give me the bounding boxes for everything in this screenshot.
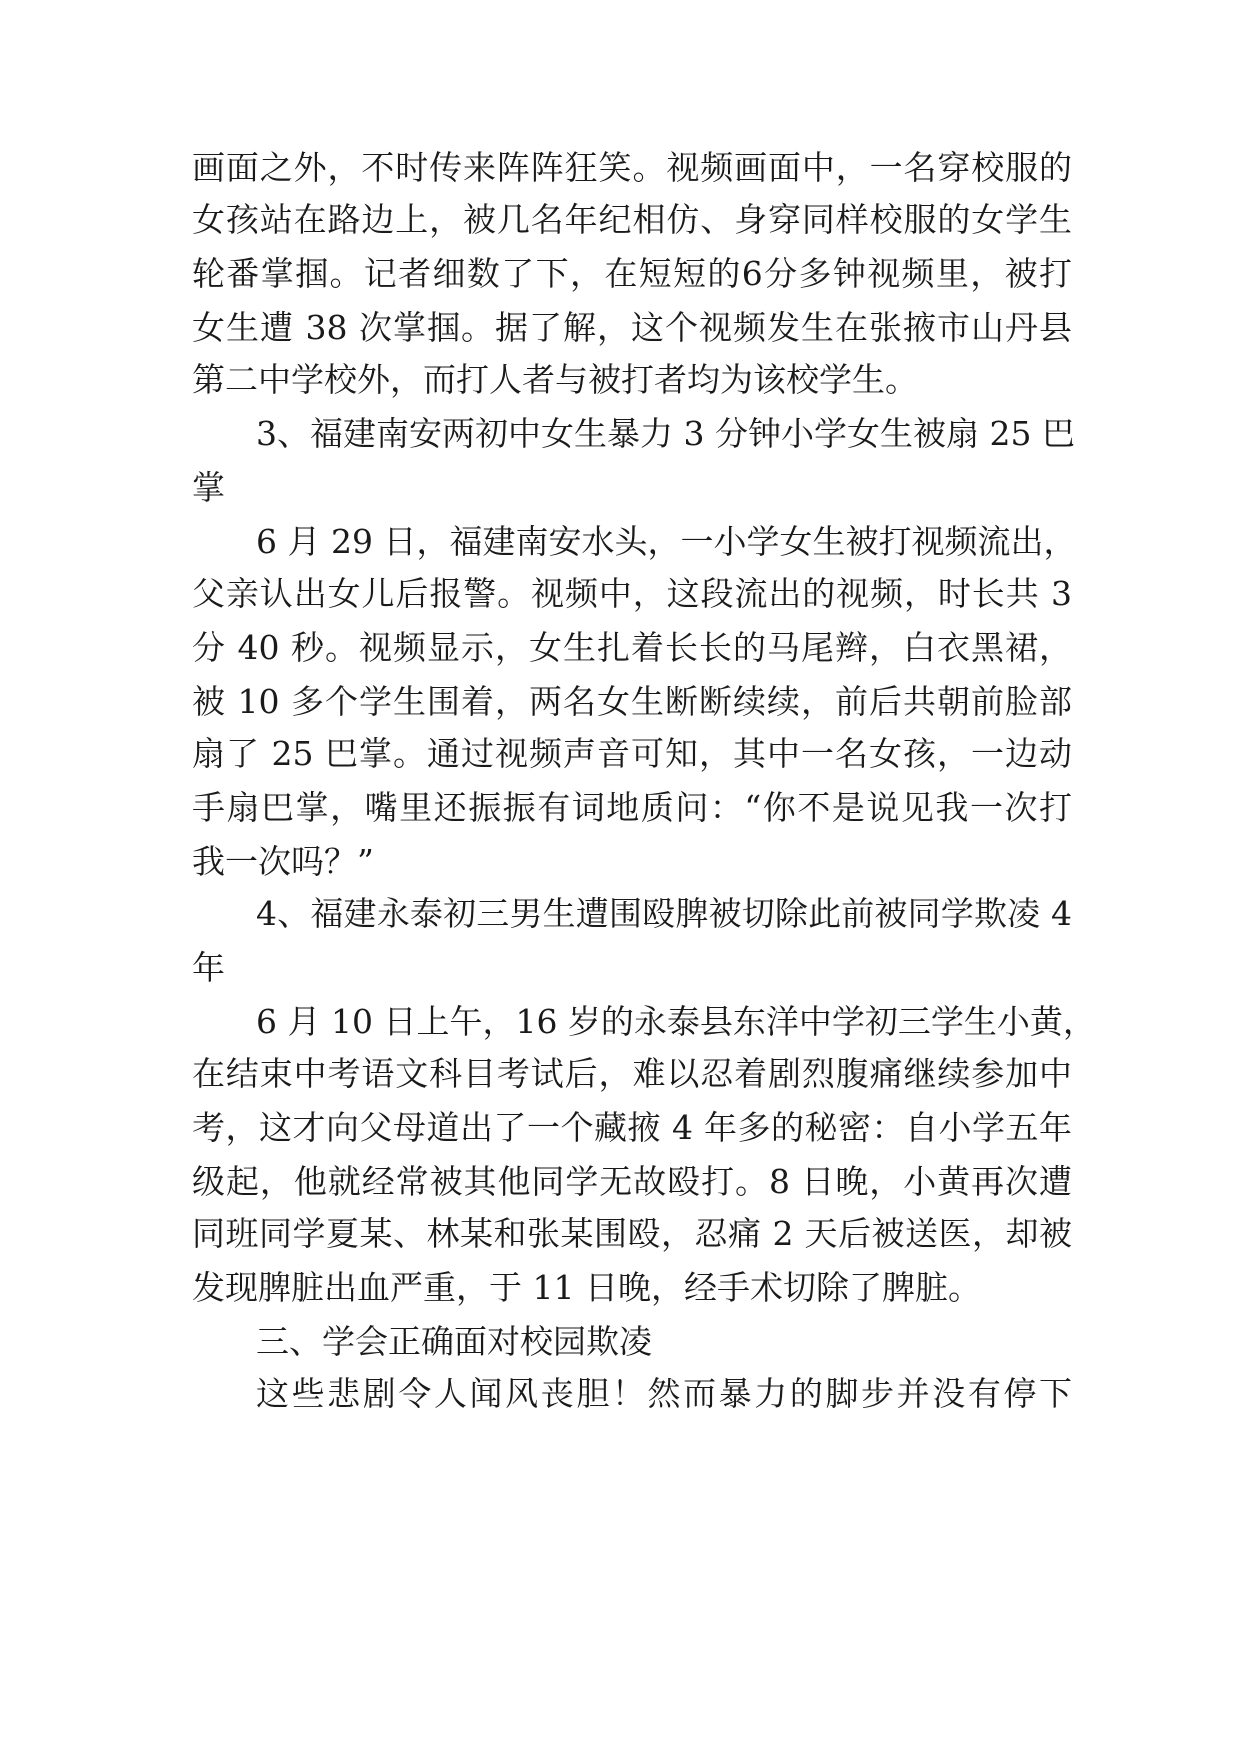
section-heading: 掌 xyxy=(192,468,225,507)
text-line: 父亲认出女儿后报警。视频中，这段流出的视频，时长共 3 xyxy=(192,574,1072,613)
section-heading: 3、福建南安两初中女生暴力 3 分钟小学女生被扇 25 巴 xyxy=(256,414,1075,453)
text-line: 考，这才向父母道出了一个藏掖 4 年多的秘密：自小学五年 xyxy=(192,1108,1072,1147)
section-heading: 4、福建永泰初三男生遭围殴脾被切除此前被同学欺凌 4 xyxy=(256,894,1072,933)
text-line: 第二中学校外，而打人者与被打者均为该校学生。 xyxy=(192,360,918,399)
text-line: 6 月 10 日上午，16 岁的永泰县东洋中学初三学生小黄， xyxy=(256,1002,1096,1041)
text-line: 6 月 29 日，福建南安水头，一小学女生被打视频流出， xyxy=(256,522,1077,561)
section-heading: 三、学会正确面对校园欺凌 xyxy=(256,1322,652,1361)
section-heading: 年 xyxy=(192,948,225,987)
text-line: 手扇巴掌，嘴里还振振有词地质问：“你不是说见我一次打 xyxy=(192,788,1072,827)
text-line: 女孩站在路边上，被几名年纪相仿、身穿同样校服的女学生 xyxy=(192,200,1072,239)
text-line: 画面之外，不时传来阵阵狂笑。视频画面中，一名穿校服的 xyxy=(192,148,1072,187)
text-line: 我一次吗？” xyxy=(192,842,374,881)
text-line: 同班同学夏某、林某和张某围殴，忍痛 2 天后被送医，却被 xyxy=(192,1214,1072,1253)
text-line: 发现脾脏出血严重，于 11 日晚，经手术切除了脾脏。 xyxy=(192,1268,981,1307)
text-line: 这些悲剧令人闻风丧胆！然而暴力的脚步并没有停下 xyxy=(256,1374,1072,1413)
text-line: 分 40 秒。视频显示，女生扎着长长的马尾辫，白衣黑裙， xyxy=(192,628,1072,667)
text-line: 扇了 25 巴掌。通过视频声音可知，其中一名女孩，一边动 xyxy=(192,734,1072,773)
text-line: 女生遭 38 次掌掴。据了解，这个视频发生在张掖市山丹县 xyxy=(192,308,1072,347)
text-line: 在结束中考语文科目考试后，难以忍着剧烈腹痛继续参加中 xyxy=(192,1054,1072,1093)
text-line: 轮番掌掴。记者细数了下，在短短的6分多钟视频里，被打 xyxy=(192,254,1072,293)
text-line: 级起，他就经常被其他同学无故殴打。8 日晚，小黄再次遭 xyxy=(192,1162,1072,1201)
text-line: 被 10 多个学生围着，两名女生断断续续，前后共朝前脸部 xyxy=(192,682,1072,721)
